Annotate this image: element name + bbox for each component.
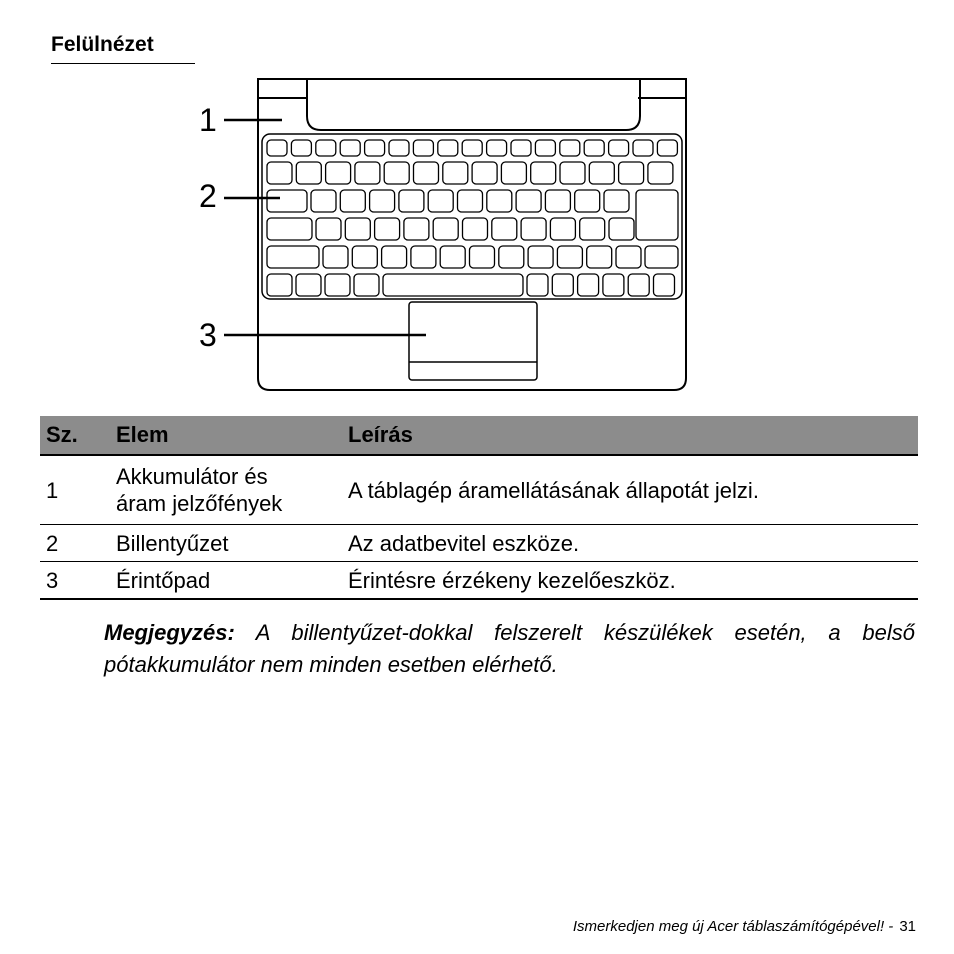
keyboard-key <box>557 246 582 268</box>
keyboard-key <box>382 246 407 268</box>
keyboard-key <box>354 274 379 296</box>
keyboard-key <box>267 274 292 296</box>
keyboard-key <box>352 246 377 268</box>
keyboard-key <box>633 140 653 156</box>
keyboard-key <box>654 274 675 296</box>
keyboard-key <box>413 140 433 156</box>
keyboard-key <box>609 218 634 240</box>
keyboard-key <box>296 274 321 296</box>
keyboard-key <box>472 162 497 184</box>
hinge-center <box>307 79 640 130</box>
keyboard-key <box>326 162 351 184</box>
keyboard-key <box>492 218 517 240</box>
keyboard-key <box>384 162 409 184</box>
keyboard-key <box>636 190 678 240</box>
header-description: Leírás <box>342 416 918 455</box>
keyboard-key <box>296 162 321 184</box>
callout-1: 1 <box>199 102 217 138</box>
keyboard-key <box>323 246 348 268</box>
note-text: A billentyűzet-dokkal felszerelt készülékek esetén, a belső pótakkumulátor nem minden esetben elérhető. <box>104 620 916 677</box>
keyboard-key <box>578 274 599 296</box>
keyboard-key <box>267 190 307 212</box>
row-item <box>110 455 342 525</box>
dock-outline <box>258 79 686 390</box>
keyboard-key <box>267 140 287 156</box>
keyboard-key <box>267 162 292 184</box>
keyboard-key <box>404 218 429 240</box>
keyboard-key <box>609 140 629 156</box>
keyboard-key <box>531 162 556 184</box>
keyboard-key <box>291 140 311 156</box>
note-paragraph <box>104 617 915 681</box>
keyboard-key <box>528 246 553 268</box>
keyboard-key <box>375 218 400 240</box>
keyboard-key <box>340 140 360 156</box>
row-description: Érintésre érzékeny kezelőeszköz. <box>342 562 918 600</box>
keyboard-key <box>345 218 370 240</box>
keyboard-key <box>527 274 548 296</box>
keyboard-key <box>499 246 524 268</box>
keyboard-key <box>501 162 526 184</box>
keyboard-key <box>267 246 319 268</box>
keyboard-key <box>365 140 385 156</box>
row-number: 2 <box>40 525 110 562</box>
keyboard-key <box>628 274 649 296</box>
keyboard-key <box>411 246 436 268</box>
row-item: Érintőpad <box>110 562 342 600</box>
table-row <box>40 525 918 562</box>
keyboard-key <box>440 246 465 268</box>
keyboard-key <box>648 162 673 184</box>
keyboard-key <box>645 246 678 268</box>
keyboard-key <box>414 162 439 184</box>
keyboard-key <box>428 190 453 212</box>
touchpad <box>409 302 537 380</box>
row-number: 3 <box>40 562 110 600</box>
component-table <box>40 416 918 600</box>
keyboard-key <box>316 140 336 156</box>
keyboard-key <box>355 162 380 184</box>
row-item: Billentyűzet <box>110 525 342 562</box>
row-item-line1: Akkumulátor és <box>116 464 268 489</box>
keyboard-key <box>443 162 468 184</box>
keyboard-key <box>389 140 409 156</box>
row-number: 1 <box>40 455 110 525</box>
page-number: 31 <box>899 918 916 935</box>
header-number: Sz. <box>40 416 110 455</box>
keyboard-key <box>311 190 336 212</box>
keyboard-key <box>575 190 600 212</box>
keyboard-key <box>616 246 641 268</box>
keyboard-key <box>550 218 575 240</box>
keyboard-key <box>487 190 512 212</box>
row-description: A táblagép áramellátásának állapotát jelzi. <box>342 455 918 525</box>
keyboard-key <box>587 246 612 268</box>
keyboard-key <box>580 218 605 240</box>
page-footer <box>573 918 916 935</box>
header-item: Elem <box>110 416 342 455</box>
keyboard-key <box>325 274 350 296</box>
keyboard-key <box>560 140 580 156</box>
keyboard-key <box>545 190 570 212</box>
keyboard-key <box>340 190 365 212</box>
keyboard-key <box>370 190 395 212</box>
keyboard-key <box>604 190 629 212</box>
keyboard-key <box>458 190 483 212</box>
keyboard-key <box>589 162 614 184</box>
keyboard-key <box>619 162 644 184</box>
row-item-line2: áram jelzőfények <box>116 491 283 516</box>
note-label: Megjegyzés: <box>104 620 235 645</box>
table-row <box>40 562 918 600</box>
row-description: Az adatbevitel eszköze. <box>342 525 918 562</box>
callout-2: 2 <box>199 178 217 214</box>
keyboard-key <box>487 140 507 156</box>
keyboard-key <box>584 140 604 156</box>
keyboard-dock-figure <box>190 70 700 400</box>
keyboard-key <box>516 190 541 212</box>
keyboard-key <box>560 162 585 184</box>
keyboard-key <box>535 140 555 156</box>
keyboard-key <box>521 218 546 240</box>
keyboard-key <box>657 140 677 156</box>
section-heading: Felülnézet <box>51 33 154 56</box>
keyboard-key <box>438 140 458 156</box>
keyboard-key <box>399 190 424 212</box>
keyboard-key <box>463 218 488 240</box>
keyboard-key <box>470 246 495 268</box>
keyboard-key <box>433 218 458 240</box>
keyboard-key <box>552 274 573 296</box>
keyboard-key <box>462 140 482 156</box>
keyboard-key <box>383 274 523 296</box>
keyboard-dock-illustration <box>190 70 700 400</box>
keyboard-key <box>511 140 531 156</box>
keyboard-key <box>267 218 312 240</box>
callout-3: 3 <box>199 317 217 353</box>
heading-underline <box>51 63 195 64</box>
footer-text: Ismerkedjen meg új Acer táblaszámítógépével! - <box>572 918 894 935</box>
table-row <box>40 455 918 525</box>
keyboard-key <box>316 218 341 240</box>
keyboard-key <box>603 274 624 296</box>
